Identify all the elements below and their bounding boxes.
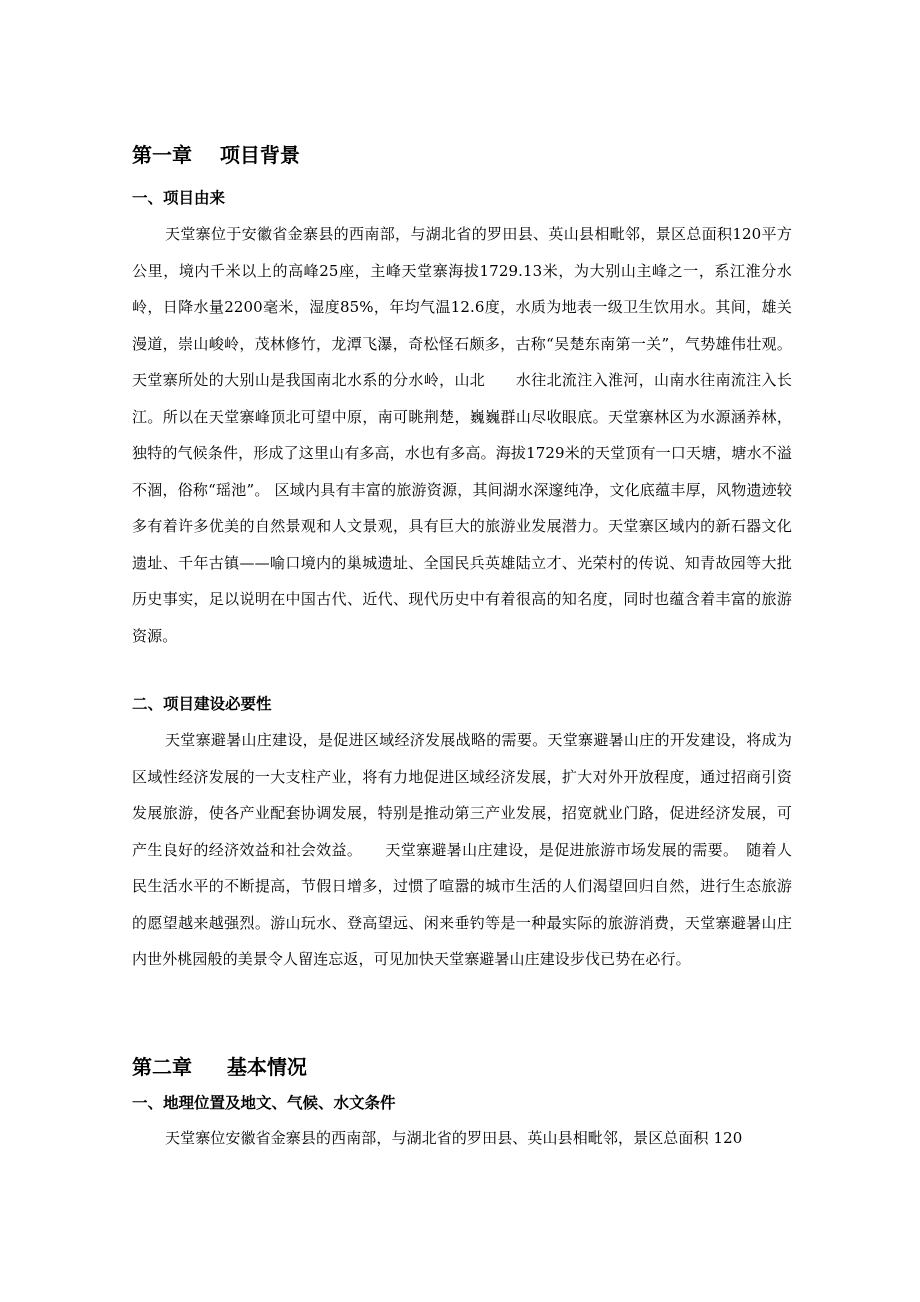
chapter-2-title: 第二章 基本情况	[132, 1055, 307, 1079]
section-project-origin-heading: 一、项目由来	[132, 189, 226, 207]
section-geography-paragraph: 天堂寨位安徽省金寨县的西南部，与湖北省的罗田县、英山县相毗邻，景区总面积 120	[165, 1129, 743, 1147]
section-project-necessity-paragraph: 天堂寨避暑山庄建设，是促进区域经济发展战略的需要。天堂寨避暑山庄的开发建设，将成为区域性经济发展的一大支柱产业，将有力地促进区域经济发展，扩大对外开放程度，通过招商引资发展旅游，使各产业配套协调发展，特别是推动第三产业发展，招宽就业门路，促进经济发展，可产生良好的经济效益和社会效益。 天堂寨避暑山庄建设，是促进旅游市场发展的需要。 随着人民生活水平的不断提高，节假日增多，过惯了喧嚣的城市生活的人们渴望回归自然，进行生态旅游的愿望越来越强烈。游山玩水、登高望远、闲来垂钓等是一种最实际的旅游消费，天堂寨避暑山庄内世外桃园般的美景令人留连忘返，可见加快天堂寨避暑山庄建设步伐已势在必行。	[132, 731, 792, 968]
chapter-1-title: 第一章 项目背景	[132, 143, 300, 167]
section-geography-heading: 一、地理位置及地文、气候、水文条件	[132, 1094, 396, 1112]
section-project-origin-paragraph: 天堂寨位于安徽省金寨县的西南部，与湖北省的罗田县、英山县相毗邻，景区总面积120平方公里，境内千米以上的高峰25座，主峰天堂寨海拔1729.13米，为大别山主峰之一，系江淮分水岭，日降水量2200毫米，湿度85%，年均气温12.6度，水质为地表一级卫生饮用水。其间，雄关漫道，崇山峻岭，茂林修竹，龙潭飞瀑，奇松怪石颇多，古称“吴楚东南第一关”，气势雄伟壮观。天堂寨所处的大别山是我国南北水系的分水岭，山北 水往北流注入淮河，山南水往南流注入长江。所以在天堂寨峰顶北可望中原，南可眺荆楚，巍巍群山尽收眼底。天堂寨林区为水源涵养林，独特的气候条件，形成了这里山有多高，水也有多高。海拔1729米的天堂顶有一口天塘，塘水不溢不涸，俗称“瑶池”。 区域内具有丰富的旅游资源，其间湖水深邃纯净，文化底蕴丰厚，风物遗迹较多有着许多优美的自然景观和人文景观，具有巨大的旅游业发展潜力。天堂寨区域内的新石器文化遗址、千年古镇——喻口境内的巢城遗址、全国民兵英雄陆立才、光荣村的传说、知青故园等大批历史事实，足以说明在中国古代、近代、现代历史中有着很高的知名度，同时也蕴含着丰富的旅游资源。	[132, 225, 792, 645]
section-project-necessity-heading: 二、项目建设必要性	[132, 695, 272, 713]
